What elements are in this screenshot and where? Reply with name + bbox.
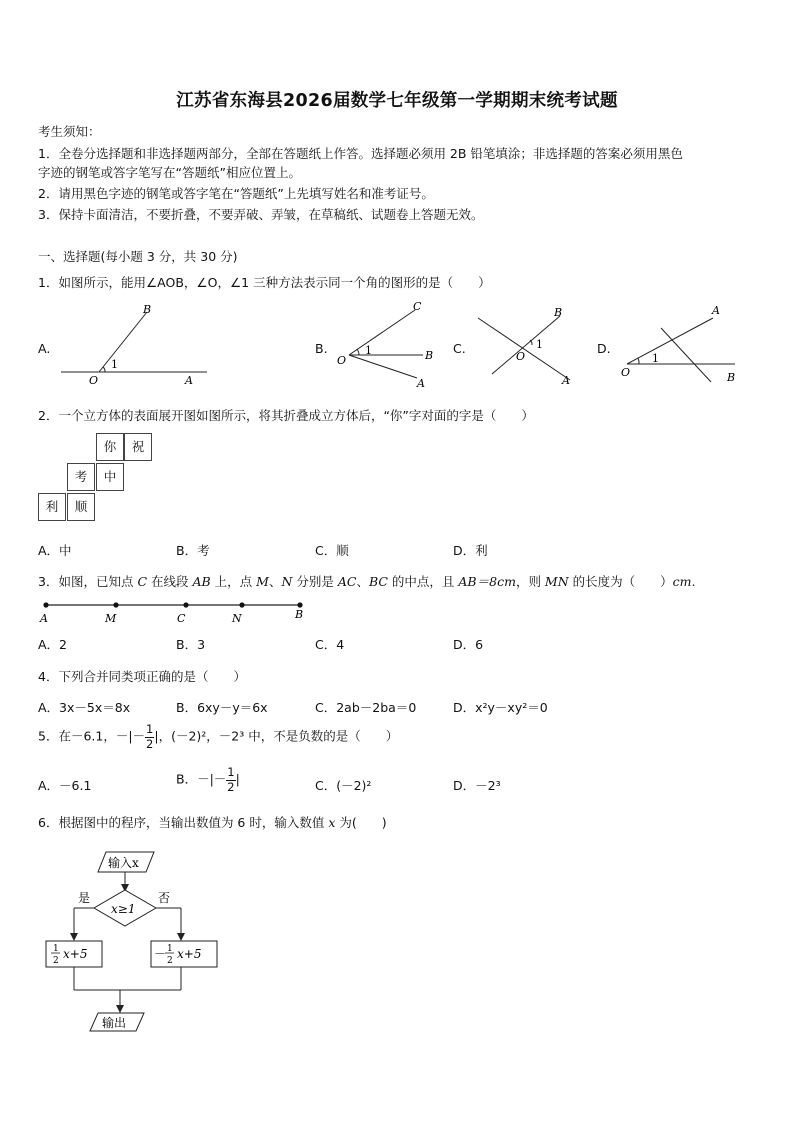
q3-unit: cm. [672, 574, 696, 589]
q1-figure-c [470, 300, 590, 390]
q3-text-3: 上，点 [210, 574, 257, 589]
label-c: C [177, 612, 186, 625]
q3-var-bc: BC [368, 574, 388, 589]
right-expr: x+5 [177, 947, 202, 961]
label-n: N [232, 612, 242, 625]
angle-arc [638, 358, 639, 364]
q3-text-2: 在线段 [147, 574, 193, 589]
q3-text-4: 分别是 [292, 574, 338, 589]
label-o: O [337, 354, 347, 367]
q3-sep-2: 、 [356, 574, 369, 589]
q5-option-b-text: B．－|－ [176, 771, 227, 787]
notice-line-2: 2．请用黑色字迹的钢笔或答字笔在“答题纸”上先填写姓名和准考证号。 [38, 186, 434, 201]
q3-var-m: M [256, 574, 269, 589]
q4-option-a: A．3x－5x＝8x [38, 700, 131, 715]
left-expr: x+5 [63, 947, 88, 961]
notice-line-1: 1．全卷分选择题和非选择题两部分，全部在答题纸上作答。选择题必须用 2B 铅笔填涂；非选择题的答案必须用黑色 [38, 146, 683, 161]
q1-figure-a [55, 298, 215, 390]
q5-text-2: |，(－2)²，－2³ 中，不是负数的是（ ） [154, 728, 399, 744]
q3-sep-1: 、 [268, 574, 282, 589]
net-cell-li: 利 [38, 493, 66, 521]
q2-option-a: A．中 [38, 543, 72, 558]
page-title: 江苏省东海县2026届数学七年级第一学期期末统考试题 [176, 91, 618, 111]
q3-var-c: C [137, 574, 148, 589]
right-sign: － [154, 947, 167, 961]
q4-option-c: C．2ab－2ba＝0 [315, 700, 417, 715]
label-1: 1 [111, 358, 118, 371]
q3-var-ac: AC [337, 574, 357, 589]
label-1: 1 [365, 344, 372, 357]
q3-text-6: ，则 [515, 574, 545, 589]
ray-ob [99, 312, 147, 372]
q3-text-5: 的中点，且 [387, 574, 459, 589]
q6-stem [38, 813, 387, 831]
label-o: O [89, 374, 99, 387]
q5-option-d: D．－2³ [453, 778, 501, 793]
point-b [297, 602, 302, 607]
q3-option-c: C．4 [315, 637, 345, 652]
q1-option-d-label: D. [597, 341, 611, 356]
fraction-denominator: 2 [227, 779, 235, 794]
label-a: A [562, 374, 570, 387]
q2-option-b: B．考 [176, 543, 210, 558]
q1-option-c-label: C. [453, 341, 466, 356]
angle-arc [357, 349, 359, 355]
q2-option-c: C．顺 [315, 543, 349, 558]
q3-segment-figure [36, 596, 316, 626]
q3-var-n: N [281, 574, 293, 589]
point-c [183, 602, 188, 607]
q3-stem [38, 572, 695, 590]
no-label: 否 [158, 891, 171, 905]
q6-text-1: 6．根据图中的程序，当输出数值为 6 时，输入数值 [38, 815, 329, 830]
notice-line-3: 3．保持卡面清洁，不要折叠，不要弄破、弄皱，在草稿纸、试题卷上答题无效。 [38, 207, 484, 222]
label-c: C [413, 300, 422, 313]
angle-arc [103, 367, 105, 372]
q4-stem: 4．下列合并同类项正确的是（ ） [38, 669, 246, 684]
label-1: 1 [536, 338, 543, 351]
q1-figure-b [335, 298, 445, 390]
input-label: 输入x [108, 856, 139, 870]
q1-option-a-label: A. [38, 341, 51, 356]
label-b: B [295, 608, 304, 621]
label-m: M [105, 612, 117, 625]
point-m [113, 602, 118, 607]
notice-heading: 考生须知： [38, 124, 101, 139]
q2-stem: 2．一个立方体的表面展开图如图所示，将其折叠成立方体后，“你”字对面的字是（ ） [38, 408, 534, 423]
cross-line [661, 328, 711, 382]
label-b: B [143, 303, 152, 316]
q4-option-d: D．x²y－xy²＝0 [453, 700, 548, 715]
q5-option-b-bar: | [235, 771, 240, 787]
q5-option-b [176, 767, 240, 793]
yes-label: 是 [78, 891, 91, 905]
q2-option-d: D．利 [453, 543, 488, 558]
ray-oa [349, 355, 417, 378]
net-cell-you: 你 [96, 433, 124, 461]
q1-figure-d [615, 300, 745, 390]
q3-option-d: D．6 [453, 637, 484, 652]
ray-oa [627, 318, 713, 364]
q5-stem [38, 724, 398, 750]
q3-option-b: B．3 [176, 637, 206, 652]
label-o: O [621, 366, 631, 379]
line-2 [492, 316, 560, 374]
half-fraction [226, 767, 235, 793]
output-label: 输出 [102, 1016, 127, 1030]
net-cell-zhu: 祝 [124, 433, 152, 461]
label-a: A [40, 612, 48, 625]
notice-line-1b: 字迹的钢笔或答字笔写在“答题纸”相应位置上。 [38, 165, 301, 180]
right-frac-den: 2 [167, 956, 173, 966]
point-n [239, 602, 244, 607]
q5-text-1: 5．在－6.1，－|－ [38, 728, 146, 744]
net-cell-zhong: 中 [96, 463, 124, 491]
label-a: A [185, 374, 193, 387]
label-1: 1 [652, 352, 659, 365]
fraction-numerator: 1 [227, 765, 235, 779]
q4-option-b: B．6xy－y＝6x [176, 700, 268, 715]
q3-text-1: 3．如图，已知点 [38, 574, 138, 589]
q1-stem: 1．如图所示，能用∠AOB，∠O，∠1 三种方法表示同一个角的图形的是（ ） [38, 275, 491, 290]
q6-text-2: 为( ) [335, 815, 387, 830]
q5-option-a: A．－6.1 [38, 778, 92, 793]
q3-var-ab: AB [192, 574, 211, 589]
label-b: B [727, 371, 736, 384]
label-b: B [425, 349, 434, 362]
ray-oc [349, 310, 415, 355]
half-fraction [145, 724, 154, 750]
left-frac-num: 1 [53, 944, 59, 954]
point-a [43, 602, 48, 607]
right-frac-num: 1 [167, 944, 173, 954]
net-cell-shun: 顺 [67, 493, 95, 521]
section-heading: 一、选择题(每小题 3 分，共 30 分) [38, 249, 238, 264]
cube-net [38, 433, 158, 525]
label-a: A [712, 304, 720, 317]
q3-var-mn: MN [544, 574, 569, 589]
net-cell-kao: 考 [67, 463, 95, 491]
q3-option-a: A．2 [38, 637, 68, 652]
label-o: O [516, 350, 526, 363]
q6-var-x: x [328, 815, 336, 830]
left-frac-den: 2 [53, 956, 59, 966]
q6-flowchart [36, 842, 236, 1038]
q5-option-c: C．(－2)² [315, 778, 372, 793]
decision-label: x≥1 [111, 902, 136, 916]
line-1 [478, 318, 570, 380]
q3-text-7: 的长度为（ ） [568, 574, 673, 589]
fraction-numerator: 1 [146, 722, 154, 736]
fraction-denominator: 2 [146, 736, 154, 751]
label-a: A [417, 377, 425, 390]
q1-option-b-label: B. [315, 341, 328, 356]
q3-var-ab-eq: AB＝8cm [458, 574, 516, 589]
label-b: B [554, 306, 563, 319]
